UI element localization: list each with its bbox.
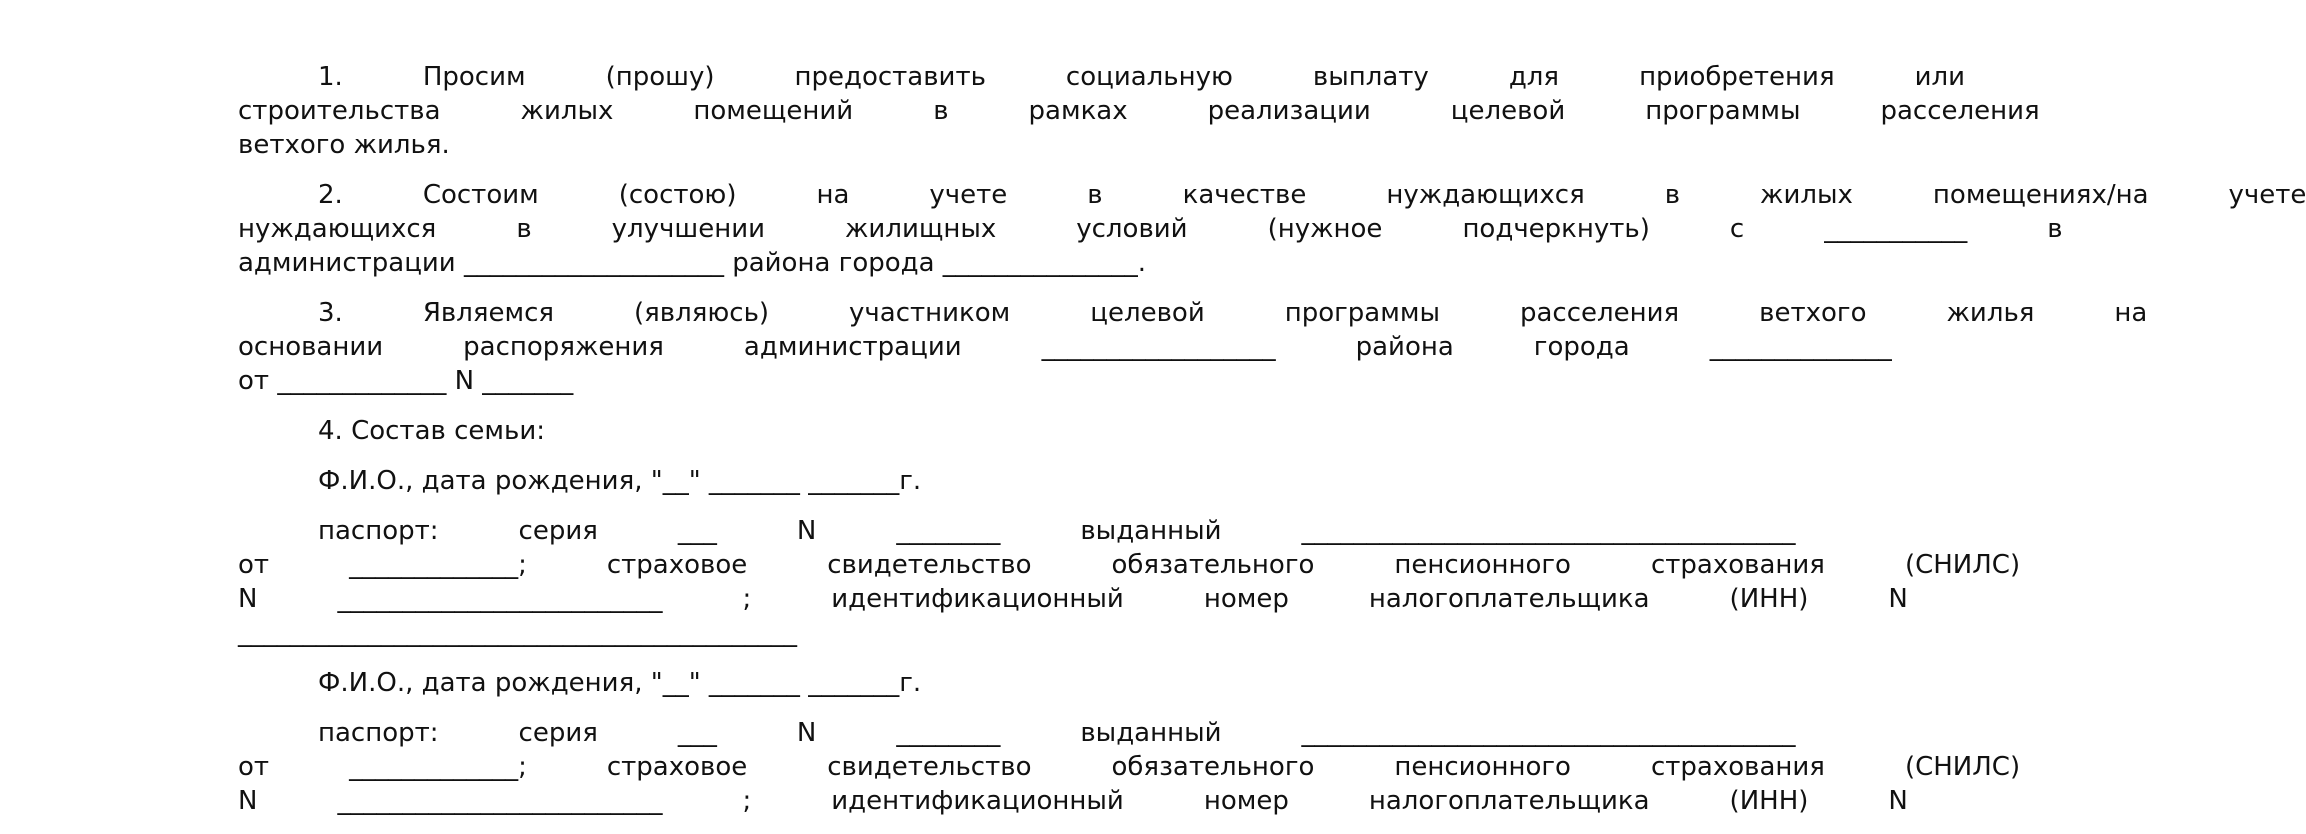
word: паспорт:: [318, 516, 439, 546]
word: Состоим: [422, 180, 539, 210]
word: с: [1729, 214, 1745, 244]
word: свидетельство: [827, 752, 1032, 782]
word: (ИНН): [1729, 786, 1809, 816]
word: строительства: [238, 96, 441, 126]
word: от: [238, 752, 270, 782]
item-2-line-3: администрации ____________________ района города _______________.: [238, 248, 1147, 278]
word: целевой: [1450, 96, 1566, 126]
word: основании: [238, 332, 384, 362]
word: налогоплательщика: [1368, 786, 1650, 816]
word: номер: [1203, 584, 1289, 614]
word: выданный: [1080, 718, 1222, 748]
word: пенсионного: [1394, 550, 1571, 580]
word: N: [238, 584, 258, 614]
item-3-line-3: от _____________ N _______: [238, 366, 574, 396]
document-page: [158, 60, 2306, 834]
word: __________________: [1041, 332, 1276, 362]
item-1-line-3: ветхого жилья.: [238, 130, 450, 160]
word: администрации: [743, 332, 962, 362]
word: на: [2114, 298, 2148, 328]
word: N: [796, 718, 817, 748]
word: обязательного: [1111, 550, 1315, 580]
word: целевой: [1090, 298, 1205, 328]
family-member-2-fio: [158, 666, 1522, 700]
word: расселения: [1519, 298, 1680, 328]
word: обязательного: [1111, 752, 1315, 782]
word: жилых: [520, 96, 614, 126]
word: Являемся: [422, 298, 555, 328]
word: распоряжения: [463, 332, 664, 362]
word: подчеркнуть): [1462, 214, 1650, 244]
word: жилья: [1946, 298, 2035, 328]
word: ________: [896, 718, 1001, 748]
word: серия: [518, 718, 598, 748]
word: ___________: [1824, 214, 1968, 244]
family-member-2-fio-line: Ф.И.О., дата рождения, "__" _______ _______г.: [318, 668, 922, 698]
item-3-paragraph: [158, 296, 2148, 398]
word: номер: [1203, 786, 1289, 816]
word: ___: [677, 516, 717, 546]
word: участником: [849, 298, 1011, 328]
word: выданный: [1080, 516, 1222, 546]
word: социальную: [1065, 62, 1233, 92]
word: _________________________: [337, 584, 663, 614]
family-member-2-passport-line-1: [158, 716, 1796, 750]
word: в: [1664, 180, 1681, 210]
word: качестве: [1182, 180, 1307, 210]
word: 1.: [318, 62, 343, 92]
word: (являюсь): [634, 298, 770, 328]
word: реализации: [1207, 96, 1371, 126]
word: _____________;: [349, 550, 527, 580]
word: приобретения: [1639, 62, 1835, 92]
family-member-1-fio-line: Ф.И.О., дата рождения, "__" _______ _______г.: [318, 466, 922, 496]
word: предоставить: [794, 62, 986, 92]
word: или: [1914, 62, 1966, 92]
word: в: [516, 214, 532, 244]
word: ___: [677, 718, 717, 748]
word: паспорт:: [318, 718, 439, 748]
item-4-paragraph: [158, 414, 1522, 448]
word: для: [1508, 62, 1560, 92]
word: N: [238, 786, 258, 816]
item-1-paragraph: [158, 60, 2040, 162]
word: (СНИЛС): [1904, 550, 2021, 580]
word: N: [1888, 786, 1908, 816]
word: программы: [1645, 96, 1801, 126]
family-member-1-passport-line-1: [158, 514, 1796, 548]
word: от: [238, 550, 270, 580]
family-member-1-passport-line-3: [158, 582, 1908, 616]
family-member-1-passport-line-4: ___________________________________________: [238, 618, 797, 648]
word: рамках: [1028, 96, 1128, 126]
item-1-line-2: [158, 94, 2040, 128]
word: помещениях/на: [1932, 180, 2149, 210]
word: страхования: [1650, 550, 1825, 580]
word: помещений: [693, 96, 854, 126]
word: учете: [929, 180, 1008, 210]
item-3-line-2: [158, 330, 1892, 364]
word: N: [1888, 584, 1908, 614]
word: страховое: [606, 752, 748, 782]
word: нуждающихся: [1386, 180, 1585, 210]
word: ______________________________________: [1301, 516, 1796, 546]
item-2-paragraph: [158, 178, 2306, 280]
word: (СНИЛС): [1904, 752, 2021, 782]
family-member-1-fio: [158, 464, 1522, 498]
word: _________________________: [337, 786, 663, 816]
word: в: [1087, 180, 1103, 210]
word: (ИНН): [1729, 584, 1809, 614]
word: района: [1355, 332, 1454, 362]
word: программы: [1284, 298, 1440, 328]
word: ______________________________________: [1301, 718, 1796, 748]
word: расселения: [1880, 96, 2040, 126]
word: идентификационный: [831, 786, 1124, 816]
item-3-line-1: [158, 296, 2148, 330]
family-member-1-passport: [158, 514, 2021, 650]
word: пенсионного: [1394, 752, 1571, 782]
item-1-line-1: [158, 60, 1966, 94]
word: улучшении: [611, 214, 765, 244]
word: жилищных: [845, 214, 997, 244]
word: _____________;: [349, 752, 527, 782]
word: идентификационный: [831, 584, 1124, 614]
word: свидетельство: [827, 550, 1032, 580]
family-member-2-passport-line-2: [158, 750, 2021, 784]
word: (прошу): [605, 62, 715, 92]
word: налогоплательщика: [1368, 584, 1650, 614]
word: ________: [896, 516, 1001, 546]
word: ;: [742, 584, 752, 614]
word: ______________: [1709, 332, 1892, 362]
family-member-1-passport-line-2: [158, 548, 2021, 582]
word: жилых: [1760, 180, 1853, 210]
word: ветхого: [1759, 298, 1867, 328]
word: выплату: [1312, 62, 1429, 92]
word: (состою): [618, 180, 737, 210]
word: учете: [2228, 180, 2306, 210]
family-member-2-passport: [158, 716, 2021, 818]
word: условий: [1076, 214, 1188, 244]
word: N: [796, 516, 817, 546]
item-2-line-2: [158, 212, 2063, 246]
family-member-2-passport-line-3: [158, 784, 1908, 818]
word: в: [933, 96, 949, 126]
word: (нужное: [1267, 214, 1383, 244]
word: нуждающихся: [238, 214, 437, 244]
word: на: [816, 180, 850, 210]
word: 2.: [318, 180, 343, 210]
word: 3.: [318, 298, 343, 328]
item-2-line-1: [158, 178, 2306, 212]
word: города: [1533, 332, 1630, 362]
item-4-line-1: 4. Состав семьи:: [318, 416, 545, 446]
word: страховое: [606, 550, 748, 580]
word: серия: [518, 516, 598, 546]
word: ;: [742, 786, 752, 816]
word: в: [2047, 214, 2063, 244]
word: страхования: [1650, 752, 1825, 782]
word: Просим: [422, 62, 526, 92]
